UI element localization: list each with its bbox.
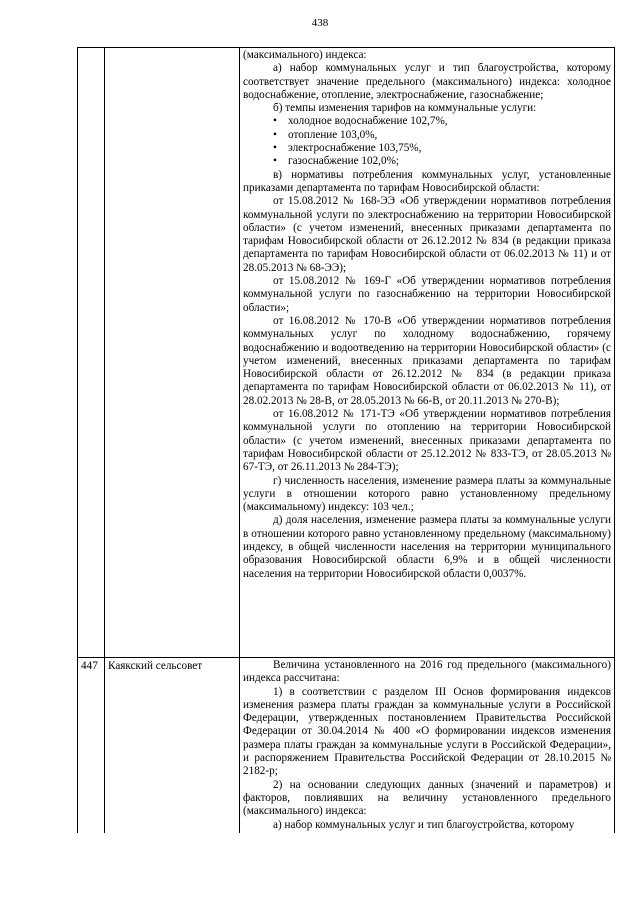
paragraph: от 16.08.2012 № 171-ТЭ «Об утверждении нормативов потребления коммунальной услуги по отоплению на территории Новосибирской области» (с учетом изменений, внесенных приказами департамента по тарифам Новосибирской области от 25.12.2012 № 833-ТЭ, от 28.05.2013 № 67-ТЭ, от 26.11.2013 № 284-ТЭ);: [243, 408, 611, 474]
paragraph: д) доля населения, изменение размера платы за коммунальные услуги в отношении которого равно установленному предельному (максимальному) индексу, в общей численности населения на территории муниципального образования Новосибирской области 6,9% и в общей численности населения на территории Новосибирской области 0,0037%.: [243, 514, 611, 580]
list-item: • холодное водоснабжение 102,7%,: [288, 115, 611, 128]
paragraph: б) темпы изменения тарифов на коммунальные услуги:: [273, 102, 537, 115]
paragraph: а) набор коммунальных услуг и тип благоустройства, которому: [273, 818, 575, 831]
paragraph: 1) в соответствии с разделом III Основ формирования индексов изменения размера платы граждан за коммунальные услуги в Российской Федерации, утвержденных постановлением Правительства Российской Федерации от 30.04.2014 № 400 «О формировании индексов изменения размера платы граждан за коммунальные услуги в Российской Федерации», и распоряжением Правительства Российской Федерации от 28.10.2015 № 2182-р;: [243, 685, 611, 778]
list-item: • отопление 103,0%,: [288, 129, 611, 142]
row-number-cell: [78, 48, 105, 658]
page-number: 438: [311, 17, 329, 29]
table-row: [78, 658, 615, 833]
paragraph: в) нормативы потребления коммунальных услуг, установленные приказами департамента по тарифам Новосибирской области:: [243, 168, 611, 194]
row-number-cell: 447: [78, 658, 105, 833]
list-item: • электроснабжение 103,75%,: [288, 142, 611, 155]
paragraph: от 15.08.2012 № 169-Г «Об утверждении нормативов потребления коммунальной услуги по газоснабжению на территории Новосибирской области»;: [243, 275, 611, 314]
table-row: [78, 48, 615, 658]
paragraph: Величина установленного на 2016 год предельного (максимального) индекса рассчитана:: [243, 659, 611, 685]
paragraph: от 16.08.2012 № 170-В «Об утверждении нормативов потребления коммунальных услуг по холодному водоснабжению, горячему водоснабжению и водоотведению на территории Новосибирской области» (с учетом изменений, внесенных приказами департамента по тарифам Новосибирской области от 26.12.2012 № 834 (в редакции приказа департамента по тарифам Новосибирской области от 06.02.2013 № 11), от 28.02.2013 № 28-В, от 28.05.2013 № 66-В, от 20.11.2013 № 270-В);: [243, 314, 611, 407]
municipality-name-cell: [105, 48, 240, 658]
paragraph: г) численность населения, изменение размера платы за коммунальные услуги в отношении которого равно установленному предельному (максимальному) индексу: 103 чел.;: [243, 474, 611, 514]
paragraph: от 15.08.2012 № 168-ЭЭ «Об утверждении нормативов потребления коммунальной услуги по электроснабжению на территории Новосибирской области» (с учетом изменений, внесенных приказами департамента по тарифам Новосибирской области от 26.12.2012 № 834 (в редакции приказа департамента по тарифам Новосибирской области от 06.02.2013 № 11) и от 28.05.2013 № 68-ЭЭ);: [243, 195, 611, 274]
tariff-rate-list: [243, 115, 611, 168]
paragraph: а) набор коммунальных услуг и тип благоустройства, которому соответствует значение предельного (максимального) индекса: холодное водоснабжение, отопление, электроснабжение, газоснабжение;: [243, 62, 611, 101]
description-cell: [240, 48, 615, 658]
paragraph: (максимального) индекса:: [243, 49, 367, 61]
list-item: • газоснабжение 102,0%;: [288, 155, 611, 168]
tariff-table: [77, 47, 615, 833]
municipality-name-cell: Каякский сельсовет: [105, 658, 240, 833]
description-cell: [240, 658, 615, 833]
paragraph: 2) на основании следующих данных (значений и параметров) и факторов, повлиявших на величину установленного предельного (максимального) индекса:: [243, 778, 611, 818]
